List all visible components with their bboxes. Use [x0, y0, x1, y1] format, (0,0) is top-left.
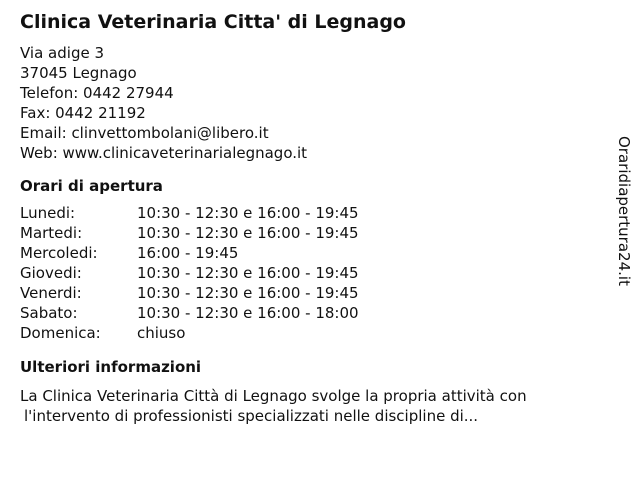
phone-number: Telefon: 0442 27944: [20, 84, 174, 102]
clinic-name: Clinica Veterinaria Citta' di Legnago: [20, 11, 406, 33]
hours-time: 16:00 - 19:45: [137, 244, 239, 262]
street-address: Via adige 3: [20, 44, 105, 62]
more-info-line: La Clinica Veterinaria Città di Legnago svolge la propria attività con: [20, 387, 527, 405]
clinic-address-block: [20, 43, 610, 163]
fax-number: Fax: 0442 21192: [20, 104, 146, 122]
hours-time: 10:30 - 12:30 e 16:00 - 18:00: [137, 304, 359, 322]
hours-row-monday: [20, 203, 610, 223]
email-address: Email: clinvettombolani@libero.it: [20, 124, 269, 142]
clinic-card: [20, 10, 610, 426]
more-info-heading: Ulteriori informazioni: [20, 358, 202, 376]
hours-day: Venerdi:: [20, 284, 82, 302]
hours-time: 10:30 - 12:30 e 16:00 - 19:45: [137, 204, 359, 222]
hours-day: Giovedi:: [20, 264, 82, 282]
hours-time: chiuso: [137, 324, 186, 342]
hours-row-thursday: [20, 263, 610, 283]
hours-day: Mercoledi:: [20, 244, 98, 262]
hours-row-friday: [20, 283, 610, 303]
hours-row-wednesday: [20, 243, 610, 263]
more-info-line: l'intervento di professionisti specializzati nelle discipline di...: [24, 407, 479, 425]
hours-time: 10:30 - 12:30 e 16:00 - 19:45: [137, 264, 359, 282]
opening-hours-heading: Orari di apertura: [20, 177, 163, 195]
hours-day: Sabato:: [20, 304, 78, 322]
website-address: Web: www.clinicaveterinarialegnago.it: [20, 144, 308, 162]
hours-day: Martedi:: [20, 224, 83, 242]
hours-row-sunday: [20, 323, 610, 343]
hours-row-tuesday: [20, 223, 610, 243]
more-info-text: [20, 386, 610, 426]
hours-time: 10:30 - 12:30 e 16:00 - 19:45: [137, 284, 359, 302]
hours-row-saturday: [20, 303, 610, 323]
hours-time: 10:30 - 12:30 e 16:00 - 19:45: [137, 224, 359, 242]
postal-city: 37045 Legnago: [20, 64, 137, 82]
opening-hours-table: [20, 203, 610, 343]
site-watermark: Oraridiapertura24.it: [615, 136, 633, 286]
hours-day: Lunedi:: [20, 204, 76, 222]
hours-day: Domenica:: [20, 324, 101, 342]
